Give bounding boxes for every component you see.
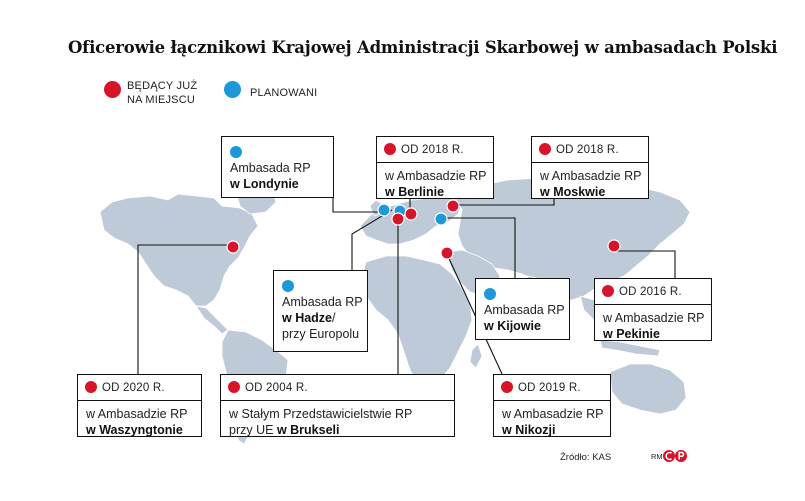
- callout-hague: [273, 270, 368, 352]
- marker-brussels: [392, 213, 404, 225]
- present-dot: [228, 381, 240, 393]
- present-dot: [539, 143, 551, 155]
- planned-dot: [484, 288, 496, 300]
- hague-line3: przy Europolu: [282, 327, 360, 341]
- brussels-header: OD 2004 R.: [245, 382, 308, 394]
- hague-line2-suffix: /: [332, 311, 336, 325]
- london-line2: w Londynie: [230, 177, 299, 191]
- brussels-line2-prefix: przy UE: [229, 423, 277, 437]
- callout-washington: [77, 374, 202, 437]
- nicosia-header: OD 2019 R.: [518, 382, 581, 394]
- moscow-line1: w Ambasadzie RP: [540, 169, 642, 183]
- nicosia-line2: w Nikozji: [502, 423, 556, 437]
- present-dot: [85, 381, 97, 393]
- madagascar: [470, 344, 482, 368]
- africa: [360, 256, 472, 388]
- callout-brussels: [220, 374, 455, 437]
- kyiv-line1: Ambasada RP: [484, 303, 565, 317]
- callout-kyiv: [475, 278, 570, 340]
- moscow-line2: w Moskwie: [540, 185, 606, 199]
- kyiv-line2: w Kijowie: [484, 319, 541, 333]
- present-dot: [602, 285, 614, 297]
- moscow-header: OD 2018 R.: [556, 144, 619, 156]
- publisher-logo-icon: [662, 449, 688, 463]
- hague-line1: Ambasada RP: [282, 295, 363, 309]
- nicosia-line1: w Ambasadzie RP: [502, 407, 604, 421]
- present-dot: [501, 381, 513, 393]
- berlin-header: OD 2018 R.: [401, 144, 464, 156]
- berlin-line2: w Berlinie: [385, 185, 445, 199]
- legend-present-line1: BĘDĄCY JUŻ: [127, 80, 198, 92]
- central-america: [196, 306, 228, 334]
- brussels-line2: w Brukseli: [276, 423, 340, 437]
- beijing-header: OD 2016 R.: [619, 286, 682, 298]
- london-line1: Ambasada RP: [230, 161, 311, 175]
- marker-nicosia: [441, 247, 453, 259]
- page-title: Oficerowie łącznikowi Krajowej Administracji Skarbowej w ambasadach Polski: [68, 38, 778, 57]
- legend-planned-label: PLANOWANI: [250, 87, 318, 99]
- callout-beijing: [594, 278, 712, 341]
- marker-london: [378, 204, 390, 216]
- legend-present-line2: NA MIEJSCU: [127, 94, 196, 106]
- hague-line2: w Hadze: [282, 311, 333, 325]
- brussels-line1: w Stałym Przedstawicielstwie RP: [229, 407, 413, 421]
- callout-nicosia: [493, 374, 611, 437]
- planned-dot: [282, 280, 294, 292]
- callout-berlin: [376, 136, 494, 199]
- marker-berlin: [405, 208, 417, 220]
- berlin-line1: w Ambasadzie RP: [385, 169, 487, 183]
- author-credit: RM: [651, 452, 663, 461]
- marker-washington: [227, 241, 239, 253]
- callout-london: [221, 136, 334, 198]
- callout-moscow: [531, 136, 649, 199]
- australia: [610, 364, 686, 414]
- marker-kyiv: [435, 213, 447, 225]
- planned-dot: [230, 146, 242, 158]
- beijing-line1: w Ambasadzie RP: [603, 311, 705, 325]
- washington-header: OD 2020 R.: [102, 382, 165, 394]
- washington-line1: w Ambasadzie RP: [86, 407, 188, 421]
- source-note: Źródło: KAS: [560, 452, 612, 463]
- present-dot: [384, 143, 396, 155]
- beijing-line2: w Pekinie: [603, 327, 660, 341]
- washington-line2: w Waszyngtonie: [86, 423, 183, 437]
- marker-beijing: [608, 240, 620, 252]
